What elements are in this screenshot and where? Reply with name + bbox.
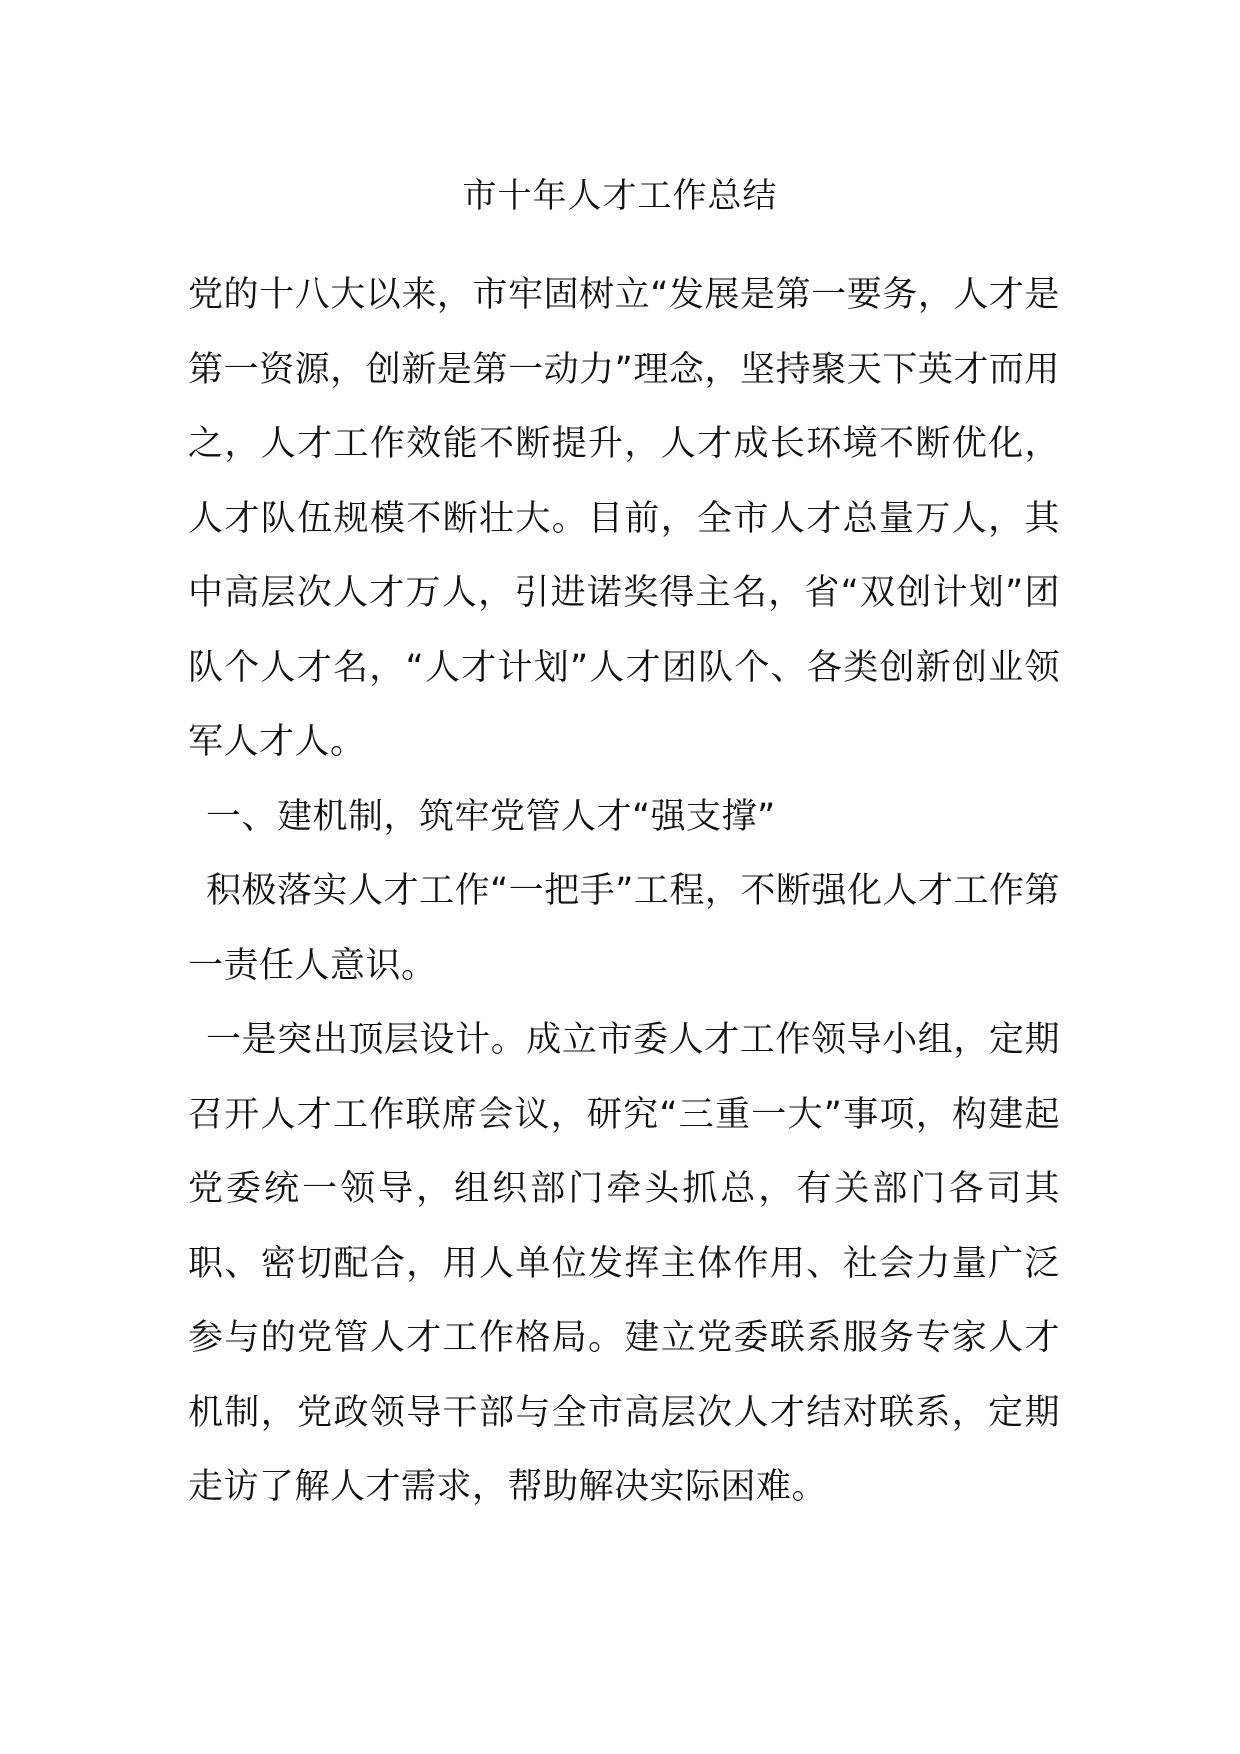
section-paragraph-1: 积极落实人才工作“一把手”工程，不断强化人才工作第一责任人意识。 (188, 871, 1060, 986)
document-body (188, 258, 1060, 1525)
section-heading-1: 一、建机制，筑牢党管人才“强支撑” (206, 796, 776, 837)
intro-paragraph: 党的十八大以来，市牢固树立“发展是第一要务，人才是第一资源，创新是第一动力”理念，坚持聚天下英才而用之，人才工作效能不断提升，人才成长环境不断优化，人才队伍规模不断壮大。目前，全市人才总量万人，其中高层次人才万人，引进诺奖得主名，省“双创计划”团队个人才名，“人才计划”人才团队个、各类创新创业领军人才人。 (188, 275, 1060, 762)
section-paragraph-2: 一是突出顶层设计。成立市委人才工作领导小组，定期召开人才工作联席会议，研究“三重一大”事项，构建起党委统一领导，组织部门牵头抓总，有关部门各司其职、密切配合，用人单位发挥主体作用、社会力量广泛参与的党管人才工作格局。建立党委联系服务专家人才机制，党政领导干部与全市高层次人才结对联系，定期走访了解人才需求，帮助解决实际困难。 (188, 1020, 1060, 1507)
document-title: 市十年人才工作总结 (462, 176, 778, 216)
